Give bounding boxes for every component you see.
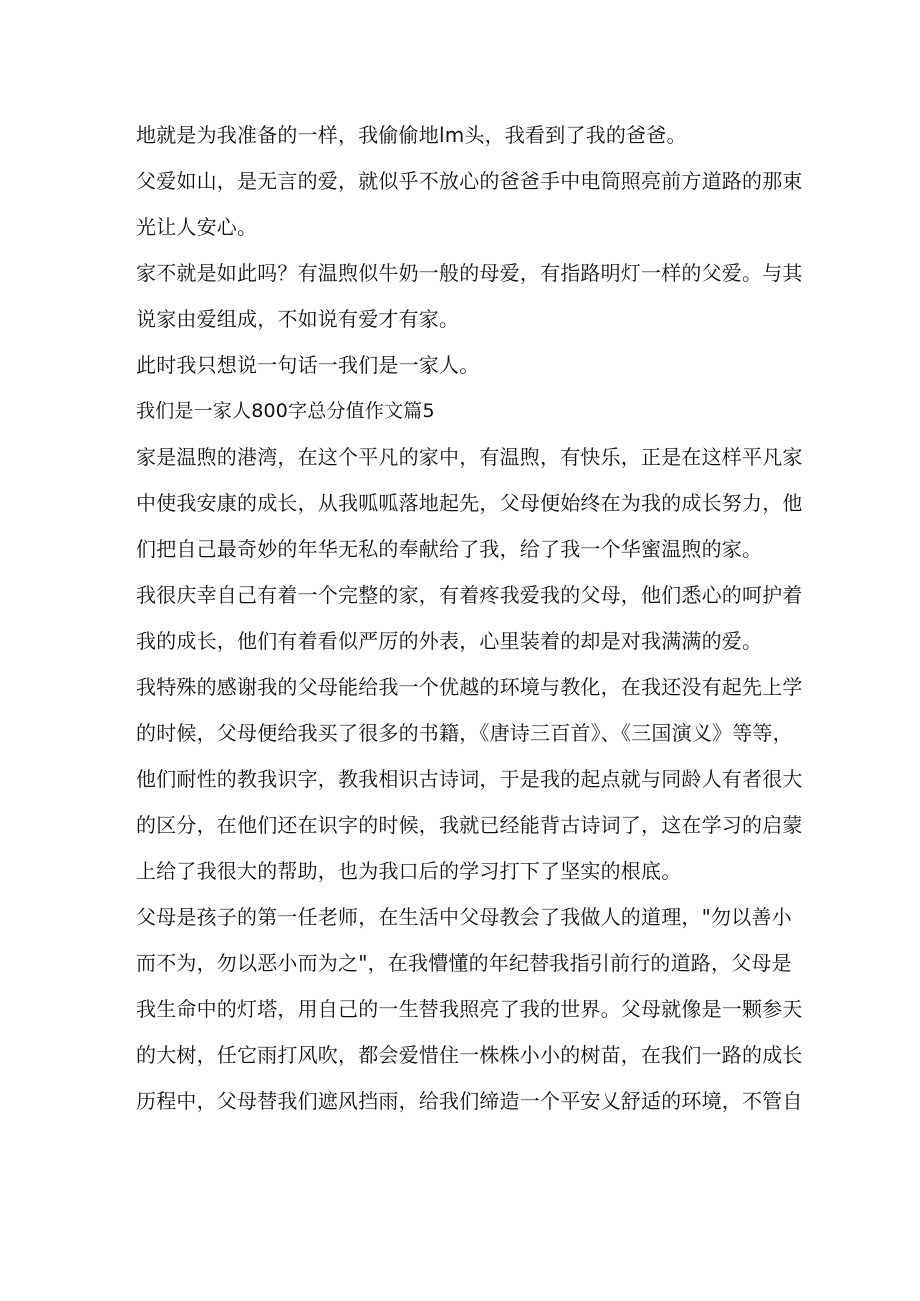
text-line: 他们耐性的教我识字，教我相识古诗词，于是我的起点就与同龄人有者很大 [136, 767, 803, 791]
text-line: 的区分，在他们还在识字的时候，我就已经能背古诗词了，这在学习的启蒙 [136, 813, 803, 837]
text-line: 此时我只想说一句话一我们是一家人。 [136, 353, 480, 377]
paragraph [136, 342, 796, 388]
text-line: 我特殊的感谢我的父母能给我一个优越的环境与教化，在我还没有起先上学 [136, 675, 803, 699]
text-line: 们把自己最奇妙的年华无私的奉献给了我，给了我一个华蜜温煦的家。 [136, 537, 763, 561]
text-line: 而不为，勿以恶小而为之"，在我懵懂的年纪替我指引前行的道路，父母是 [136, 951, 792, 975]
paragraph [136, 664, 803, 894]
text-line: 的时候，父母便给我买了很多的书籍，《唐诗三百首》、《三国演义》等等， [136, 721, 793, 745]
text-line: 家不就是如此吗？有温煦似牛奶一般的母爱，有指路明灯一样的父爱。与其 [136, 261, 803, 285]
paragraph [136, 112, 796, 158]
text-line: 历程中，父母替我们遮风挡雨，给我们缔造一个平安乂舒适的环境，不管自 [136, 1089, 803, 1113]
text-line: 家是温煦的港湾，在这个平凡的家中，有温煦，有快乐，正是在这样平凡家 [136, 445, 803, 469]
text-line: 地就是为我准备的一样，我偷偷地lm头，我看到了我的爸爸。 [136, 123, 687, 147]
paragraph [136, 894, 803, 1124]
paragraph [136, 158, 803, 250]
heading-text: 我们是一家人800字总分值作文篇5 [136, 400, 435, 422]
document-body [136, 112, 803, 1124]
text-line: 我的成长，他们有着看似严厉的外表，心里装着的却是对我满满的爱。 [136, 629, 763, 653]
text-line: 父爱如山，是无言的爱，就似乎不放心的爸爸手中电筒照亮前方道路的那束 [136, 169, 803, 193]
text-line: 的大树，任它雨打风吹，都会爱惜住一株株小小的树苗，在我们一路的成长 [136, 1043, 803, 1067]
text-line: 光让人安心。 [136, 215, 258, 239]
paragraph [136, 572, 803, 664]
text-line: 我生命中的灯塔，用自己的一生替我照亮了我的世界。父母就像是一颗参天 [136, 997, 803, 1021]
paragraph [136, 250, 803, 342]
text-line: 说家由爱组成，不如说有爱才有家。 [136, 307, 460, 331]
text-line: 父母是孩子的第一任老师，在生活中父母教会了我做人的道理，"勿以善小 [136, 905, 792, 929]
text-line: 我很庆幸自己有着一个完整的家，有着疼我爱我的父母，他们悉心的呵护着 [136, 583, 803, 607]
section-heading [136, 388, 796, 434]
text-line: 中使我安康的成长，从我呱呱落地起先，父母便始终在为我的成长努力，他 [136, 491, 803, 515]
text-line: 上给了我很大的帮助，也为我口后的学习打下了坚实的根底。 [136, 859, 682, 883]
paragraph [136, 434, 803, 572]
